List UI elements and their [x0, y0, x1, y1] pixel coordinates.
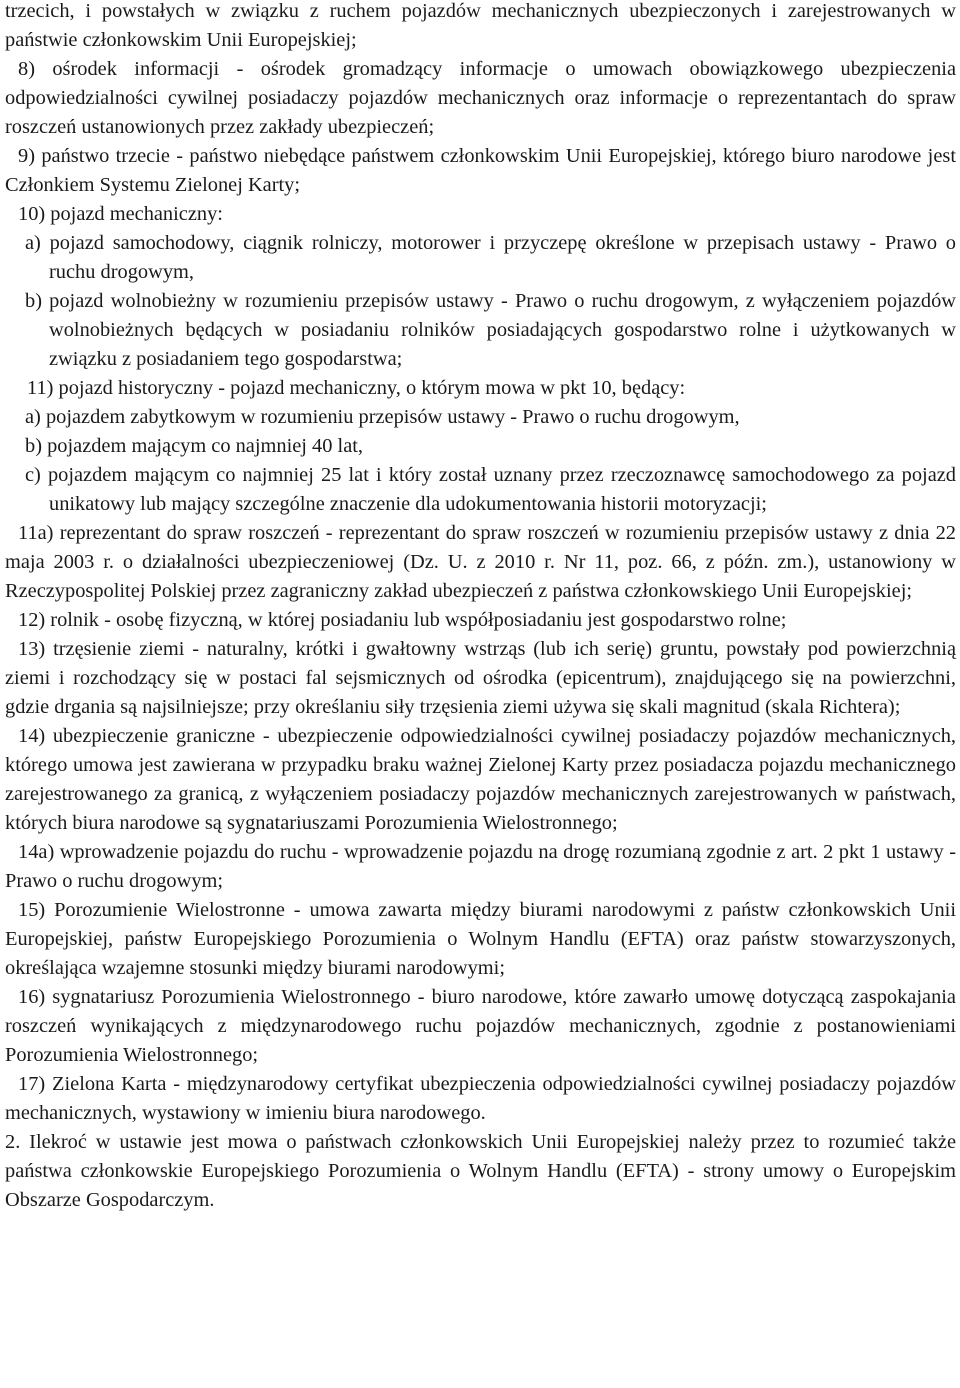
definition-14: 14) ubezpieczenie graniczne - ubezpieczenie odpowiedzialności cywilnej posiadaczy pojazdów mechanicznych, którego umowa jest zawierana w przypadku braku ważnej Zielonej Karty przez posiadacza pojazdu mechanicznego zarejestrowanego za granicą, z wyłączeniem posiadaczy pojazdów mechanicznych zarejestrowanych w państwach, których biura narodowe są sygnatariuszami Porozumienia Wielostronnego; [5, 725, 956, 834]
definition-10: 10) pojazd mechaniczny: [18, 203, 223, 225]
definition-8: 8) ośrodek informacji - ośrodek gromadzący informacje o umowach obowiązkowego ubezpieczenia odpowiedzialności cywilnej posiadaczy pojazdów mechanicznych oraz informacje o reprezentantach do spraw roszczeń ustanowionych przez zakłady ubezpieczeń; [5, 58, 956, 138]
definition-11a: 11a) reprezentant do spraw roszczeń - reprezentant do spraw roszczeń w rozumieniu przepisów ustawy z dnia 22 maja 2003 r. o działalności ubezpieczeniowej (Dz. U. z 2010 r. Nr 11, poz. 66, z późn. zm.), ustanowiony w Rzeczypospolitej Polskiej przez zagraniczny zakład ubezpieczeń z państwa członkowskiego Unii Europejskiej; [5, 522, 956, 602]
definition-16: 16) sygnatariusz Porozumienia Wielostronnego - biuro narodowe, które zawarło umowę dotyczącą zaspokajania roszczeń wynikających z międzynarodowego ruchu pojazdów mechanicznych, zgodnie z postanowieniami Porozumienia Wielostronnego; [5, 986, 956, 1066]
definition-11-c: c) pojazdem mającym co najmniej 25 lat i który został uznany przez rzeczoznawcę samochodowego za pojazd unikatowy lub mający szczególne znaczenie dla udokumentowania historii motoryzacji; [25, 464, 956, 515]
definition-10-a: a) pojazd samochodowy, ciągnik rolniczy, motorower i przyczepę określone w przepisach ustawy - Prawo o ruchu drogowym, [25, 232, 956, 283]
definition-17: 17) Zielona Karta - międzynarodowy certyfikat ubezpieczenia odpowiedzialności cywilnej posiadaczy pojazdów mechanicznych, wystawiony w imieniu biura narodowego. [5, 1073, 956, 1124]
definition-9: 9) państwo trzecie - państwo niebędące państwem członkowskim Unii Europejskiej, którego biuro narodowe jest Członkiem Systemu Zielonej Karty; [5, 145, 956, 196]
definition-13: 13) trzęsienie ziemi - naturalny, krótki i gwałtowny wstrząs (lub ich serię) gruntu, powstały pod powierzchnią ziemi i rozchodzący się w postaci fal sejsmicznych od ośrodka (epicentrum), znajdującego się na powierzchni, gdzie drgania są najsilniejsze; przy określaniu siły trzęsienia ziemi używa się skali magnitud (skala Richtera); [5, 638, 956, 718]
definition-11-a: a) pojazdem zabytkowym w rozumieniu przepisów ustawy - Prawo o ruchu drogowym, [25, 406, 740, 428]
definition-10-b: b) pojazd wolnobieżny w rozumieniu przepisów ustawy - Prawo o ruchu drogowym, z wyłączeniem pojazdów wolnobieżnych będących w posiadaniu rolników posiadających gospodarstwo rolne i użytkowanych w związku z posiadaniem tego gospodarstwa; [25, 290, 956, 370]
definition-14a: 14a) wprowadzenie pojazdu do ruchu - wprowadzenie pojazdu na drogę rozumianą zgodnie z art. 2 pkt 1 ustawy - Prawo o ruchu drogowym; [5, 841, 956, 892]
paragraph-continuation: trzecich, i powstałych w związku z ruchem pojazdów mechanicznych ubezpieczonych i zarejestrowanych w państwie członkowskim Unii Europejskiej; [5, 0, 956, 51]
definition-11-b: b) pojazdem mającym co najmniej 40 lat, [25, 435, 364, 457]
definition-12: 12) rolnik - osobę fizyczną, w której posiadaniu lub współposiadaniu jest gospodarstwo rolne; [18, 609, 787, 631]
definition-15: 15) Porozumienie Wielostronne - umowa zawarta między biurami narodowymi z państw członkowskich Unii Europejskiej, państw Europejskiego Porozumienia o Wolnym Handlu (EFTA) oraz państw stowarzyszonych, określająca wzajemne stosunki między biurami narodowymi; [5, 899, 956, 979]
definition-11: 11) pojazd historyczny - pojazd mechaniczny, o którym mowa w pkt 10, będący: [27, 377, 686, 399]
section-2: 2. Ilekroć w ustawie jest mowa o państwach członkowskich Unii Europejskiej należy przez to rozumieć także państwa członkowskie Europejskiego Porozumienia o Wolnym Handlu (EFTA) - strony umowy o Europejskim Obszarze Gospodarczym. [5, 1131, 956, 1211]
